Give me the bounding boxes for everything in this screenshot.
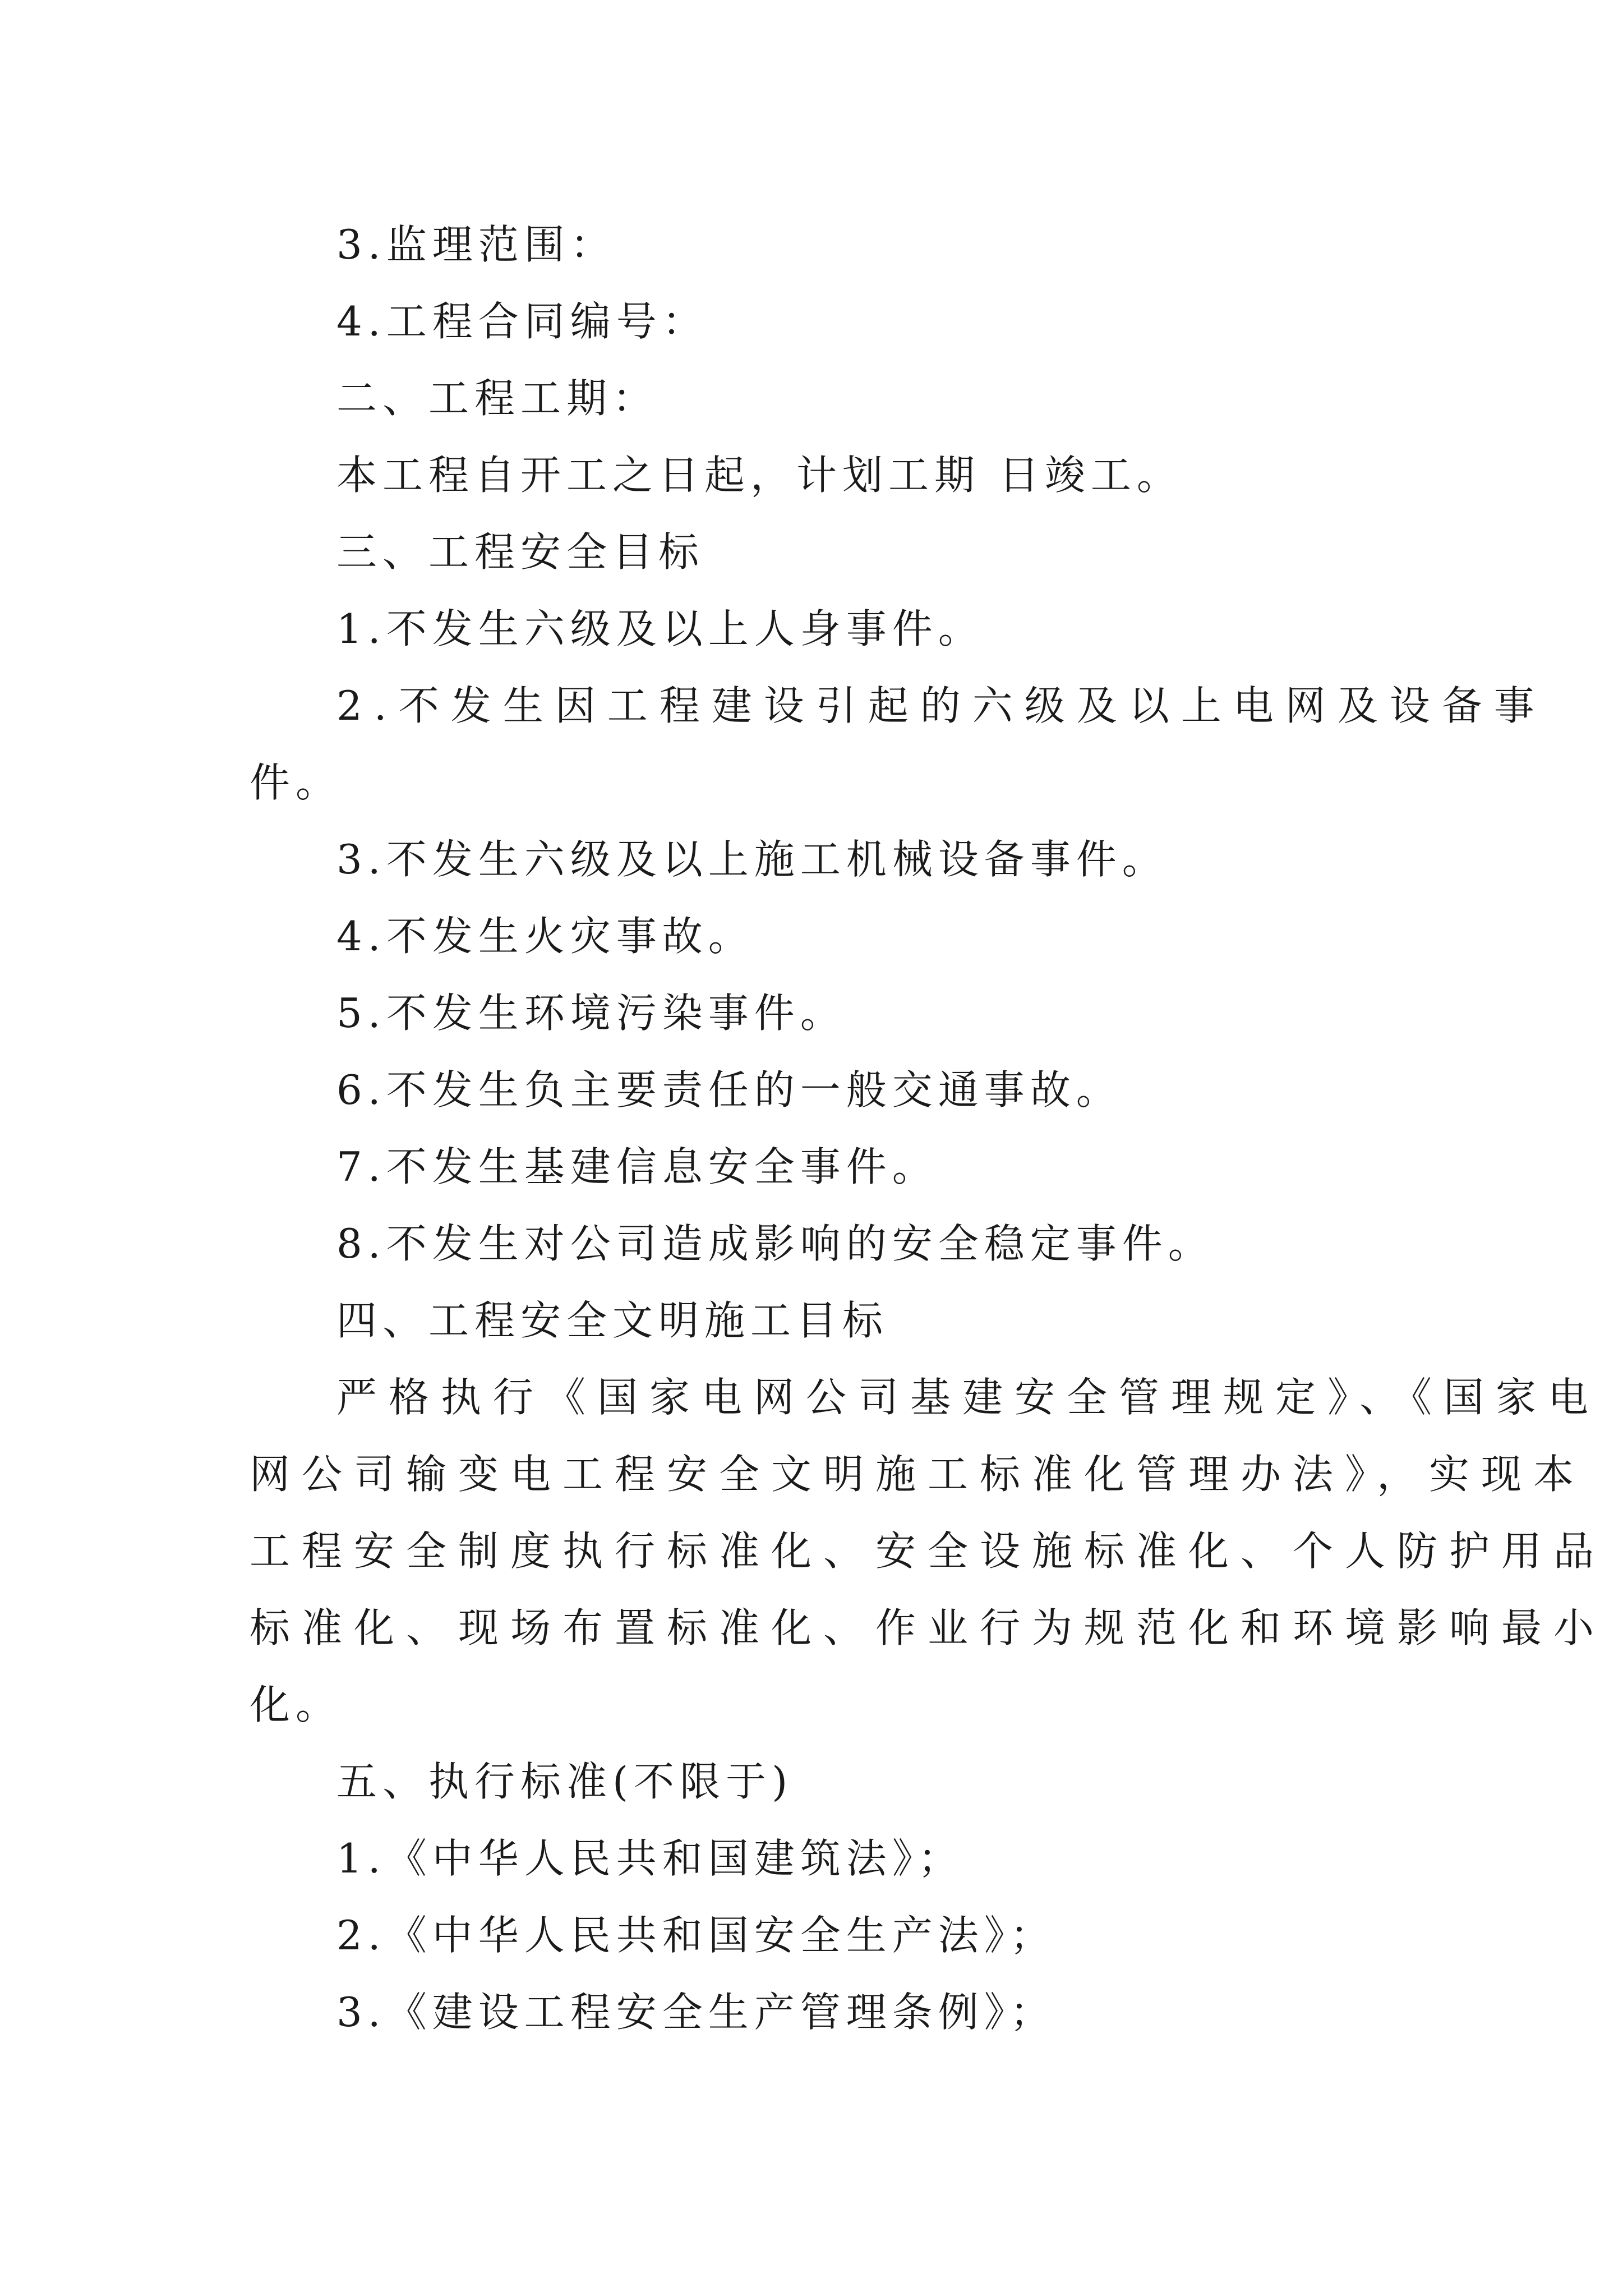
safety-goal-item: 4.不发生火灾事故。 — [336, 913, 754, 960]
standard-item: 2.《中华人民共和国安全生产法》； — [336, 1912, 1056, 1959]
paragraph-line: 严格执行《国家电网公司基建安全管理规定》、《国家电 — [336, 1374, 1601, 1421]
safety-goal-item-continued: 件。 — [250, 759, 342, 806]
safety-goal-item: 3.不发生六级及以上施工机械设备事件。 — [336, 836, 1168, 883]
paragraph-line: 网公司输变电工程安全文明施工标准化管理办法》，实现本 — [250, 1451, 1586, 1498]
supervision-scope-line: 3.监理范围： — [336, 221, 616, 268]
safety-goal-item: 6.不发生负主要责任的一般交通事故。 — [336, 1066, 1122, 1114]
standard-item: 1.《中华人民共和国建筑法》； — [336, 1835, 964, 1882]
standard-item: 3.《建设工程安全生产管理条例》； — [336, 1989, 1056, 2036]
section-heading-safety-goals: 三、工程安全目标 — [336, 528, 705, 576]
section-heading-schedule: 二、工程工期： — [336, 375, 659, 422]
safety-goal-item: 8.不发生对公司造成影响的安全稳定事件。 — [336, 1220, 1214, 1267]
safety-goal-item: 2.不发生因工程建设引起的六级及以上电网及设备事 — [336, 682, 1546, 729]
paragraph-line: 化。 — [250, 1681, 342, 1728]
safety-goal-item: 1.不发生六级及以上人身事件。 — [336, 605, 984, 652]
contract-number-line: 4.工程合同编号： — [336, 298, 708, 345]
paragraph-line: 标准化、现场布置标准化、作业行为规范化和环境影响最小 — [250, 1604, 1606, 1651]
section-heading-civilized-construction: 四、工程安全文明施工目标 — [336, 1297, 889, 1344]
schedule-text: 本工程自开工之日起，计划工期 日竣工。 — [336, 452, 1183, 499]
safety-goal-item: 7.不发生基建信息安全事件。 — [336, 1143, 938, 1190]
paragraph-line: 工程安全制度执行标准化、安全设施标准化、个人防护用品 — [250, 1527, 1606, 1575]
section-heading-standards: 五、执行标准(不限于) — [336, 1758, 794, 1805]
safety-goal-item: 5.不发生环境污染事件。 — [336, 990, 846, 1037]
